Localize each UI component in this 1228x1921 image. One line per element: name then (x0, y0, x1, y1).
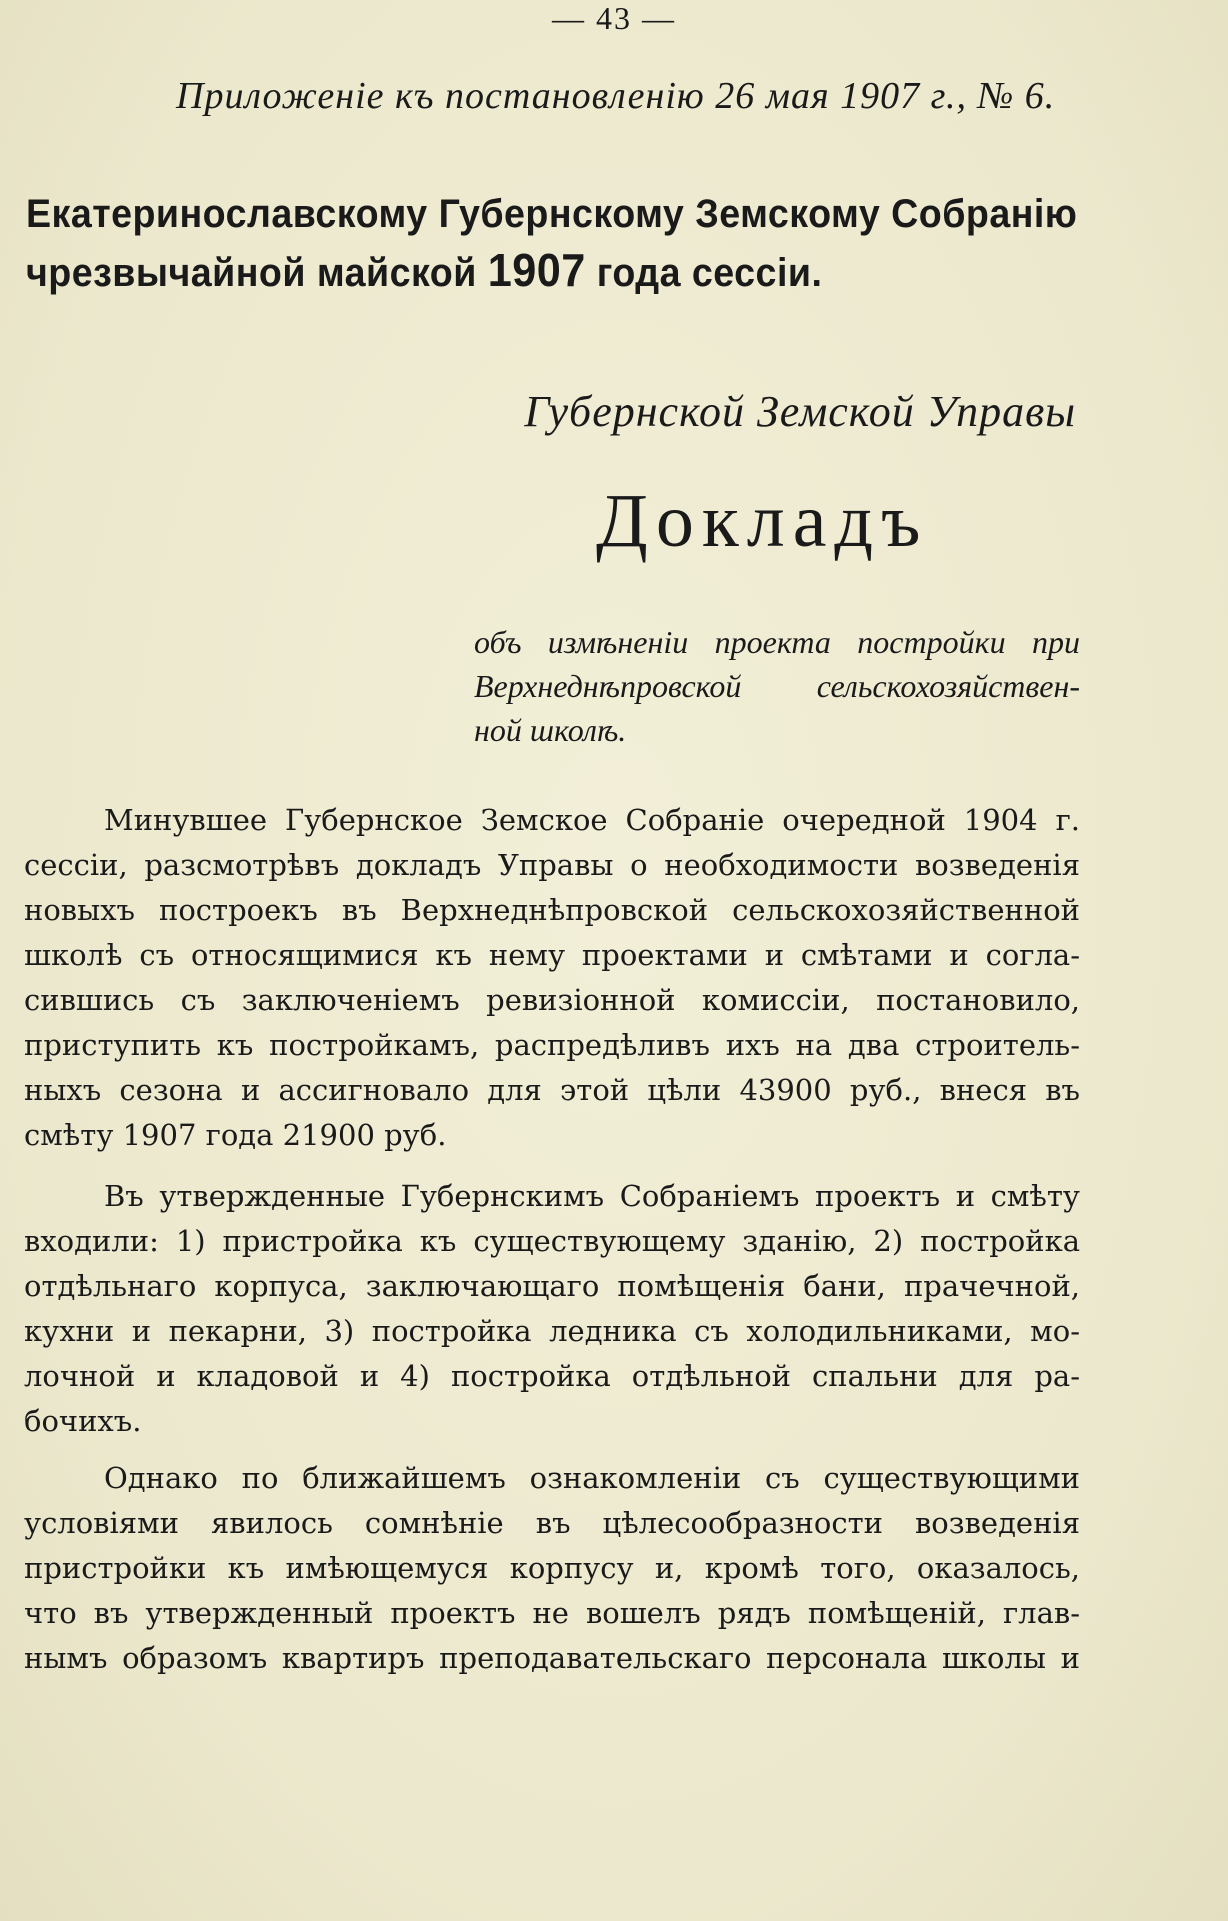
paragraph-line: пристройки къ имѣющемуся корпусу и, кромѣ того, оказалось, (24, 1551, 1080, 1585)
heading-line-2-end: года сессіи. (585, 251, 823, 295)
paragraph-line: бочихъ. (24, 1404, 142, 1438)
heading-line-2 (26, 242, 1022, 301)
paragraph-line: отдѣльнаго корпуса, заключающаго помѣщенія бани, прачечной, (24, 1269, 1080, 1303)
document-title: Докладъ (596, 479, 929, 563)
page-number: — 43 — (552, 0, 676, 36)
paragraph-line: лочной и кладовой и 4) постройка отдѣльной спальни для ра- (24, 1359, 1080, 1393)
paragraph-3 (24, 1456, 1080, 1681)
paragraph-line: школѣ съ относящимися къ нему проектами и смѣтами и согла- (24, 938, 1080, 972)
heading-line-1: Екатеринославскому Губернскому Земскому Собранію (26, 192, 1078, 236)
paragraph-line: Въ утвержденные Губернскимъ Собраніемъ проектъ и смѣту (104, 1179, 1080, 1213)
subtitle-line-3: ной школѣ. (474, 712, 627, 748)
paragraph-2 (24, 1174, 1080, 1444)
paragraph-line: ныхъ сезона и ассигновало для этой цѣли 43900 руб., внеся въ (24, 1073, 1080, 1107)
document-subtitle (474, 620, 1080, 752)
heading-year: 1907 (487, 244, 586, 296)
paragraph-line: нымъ образомъ квартиръ преподавательскаго персонала школы и (24, 1641, 1080, 1675)
subtitle-line-2: Верхнеднѣпровской сельскохозяйствен- (474, 668, 1080, 704)
authority-name: Губернской Земской Управы (524, 387, 1076, 436)
appendix-note: Приложеніе къ постановленію 26 мая 1907 г., № 6. (176, 75, 1056, 117)
paragraph-line: входили: 1) пристройка къ существующему зданію, 2) постройка (24, 1224, 1080, 1258)
paragraph-line: смѣту 1907 года 21900 руб. (24, 1118, 447, 1152)
heading (26, 186, 1078, 301)
paragraph-line: сессіи, разсмотрѣвъ докладъ Управы о необходимости возведенія (24, 848, 1080, 882)
paragraph-line: сившись съ заключеніемъ ревизіонной комиссіи, постановило, (24, 983, 1080, 1017)
paragraph-line: Минувшее Губернское Земское Собраніе очередной 1904 г. (104, 803, 1080, 837)
subtitle-line-1: объ измѣненіи проекта постройки при (474, 624, 1080, 660)
paragraph-line: приступить къ постройкамъ, распредѣливъ ихъ на два строитель- (24, 1028, 1080, 1062)
paragraph-line: Однако по ближайшемъ ознакомленіи съ существующими (104, 1461, 1080, 1495)
paragraph-1 (24, 798, 1080, 1158)
paragraph-line: кухни и пекарни, 3) постройка ледника съ холодильниками, мо- (24, 1314, 1080, 1348)
paragraph-line: что въ утвержденный проектъ не вошелъ рядъ помѣщеній, глав- (24, 1596, 1080, 1630)
paragraph-line: условіями явилось сомнѣніе въ цѣлесообразности возведенія (24, 1506, 1080, 1540)
heading-line-2-start: чрезвычайной майской (26, 251, 488, 295)
paragraph-line: новыхъ построекъ въ Верхнеднѣпровской сельскохозяйственной (24, 893, 1080, 927)
